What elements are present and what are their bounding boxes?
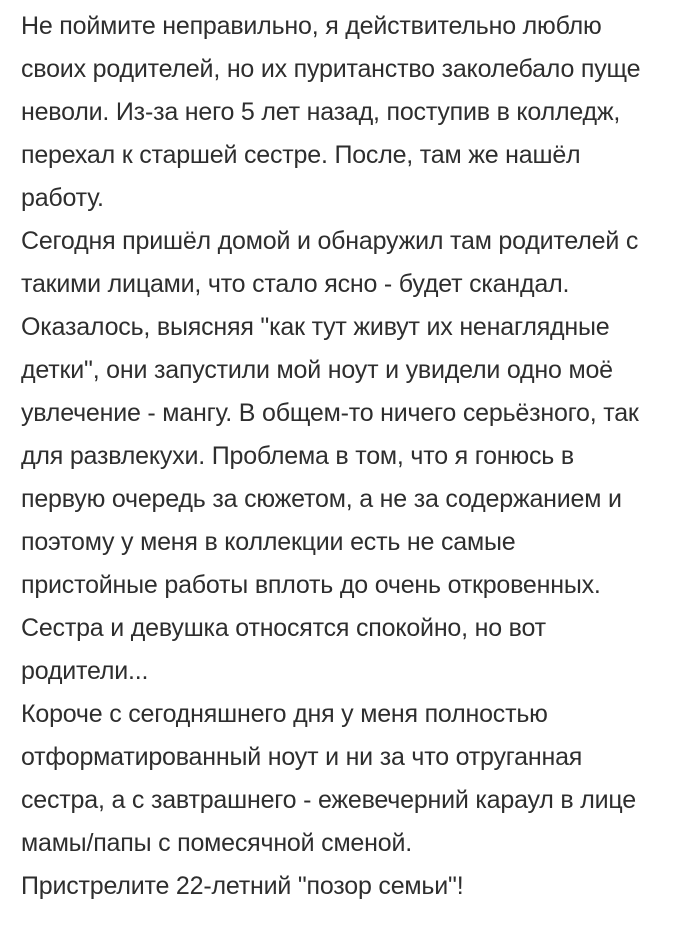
text-line: Не поймите неправильно, я действительно люблю <box>21 12 602 40</box>
text-line: перехал к старшей сестре. После, там же нашёл <box>21 141 581 169</box>
text-line: такими лицами, что стало ясно - будет скандал. <box>21 270 570 298</box>
text-line: увлечение - мангу. В общем-то ничего серьёзного, так <box>21 399 639 427</box>
text-line: Короче с сегодняшнего дня у меня полностью <box>21 700 548 728</box>
text-line: Пристрелите 22-летний "позор семьи"! <box>21 872 464 900</box>
text-line: Сегодня пришёл домой и обнаружил там родителей с <box>21 227 639 255</box>
text-line: Оказалось, выясняя "как тут живут их ненаглядные <box>21 313 610 341</box>
text-line: Сестра и девушка относятся спокойно, но вот <box>21 614 546 642</box>
text-line: поэтому у меня в коллекции есть не самые <box>21 528 516 556</box>
text-line: первую очередь за сюжетом, а не за содержанием и <box>21 485 622 513</box>
text-line: работу. <box>21 184 104 212</box>
text-line: для развлекухи. Проблема в том, что я гонюсь в <box>21 442 574 470</box>
text-line: мамы/папы с помесячной сменой. <box>21 829 412 857</box>
text-line: неволи. Из-за него 5 лет назад, поступив в колледж, <box>21 98 621 126</box>
text-line: сестра, а с завтрашнего - ежевечерний караул в лице <box>21 786 636 814</box>
text-line: пристойные работы вплоть до очень откровенных. <box>21 571 601 599</box>
text-line: родители... <box>21 657 149 685</box>
text-line: отформатированный ноут и ни за что отруганная <box>21 743 583 771</box>
text-line: своих родителей, но их пуританство заколебало пуще <box>21 55 641 83</box>
text-line: детки", они запустили мой ноут и увидели одно моё <box>21 356 613 384</box>
